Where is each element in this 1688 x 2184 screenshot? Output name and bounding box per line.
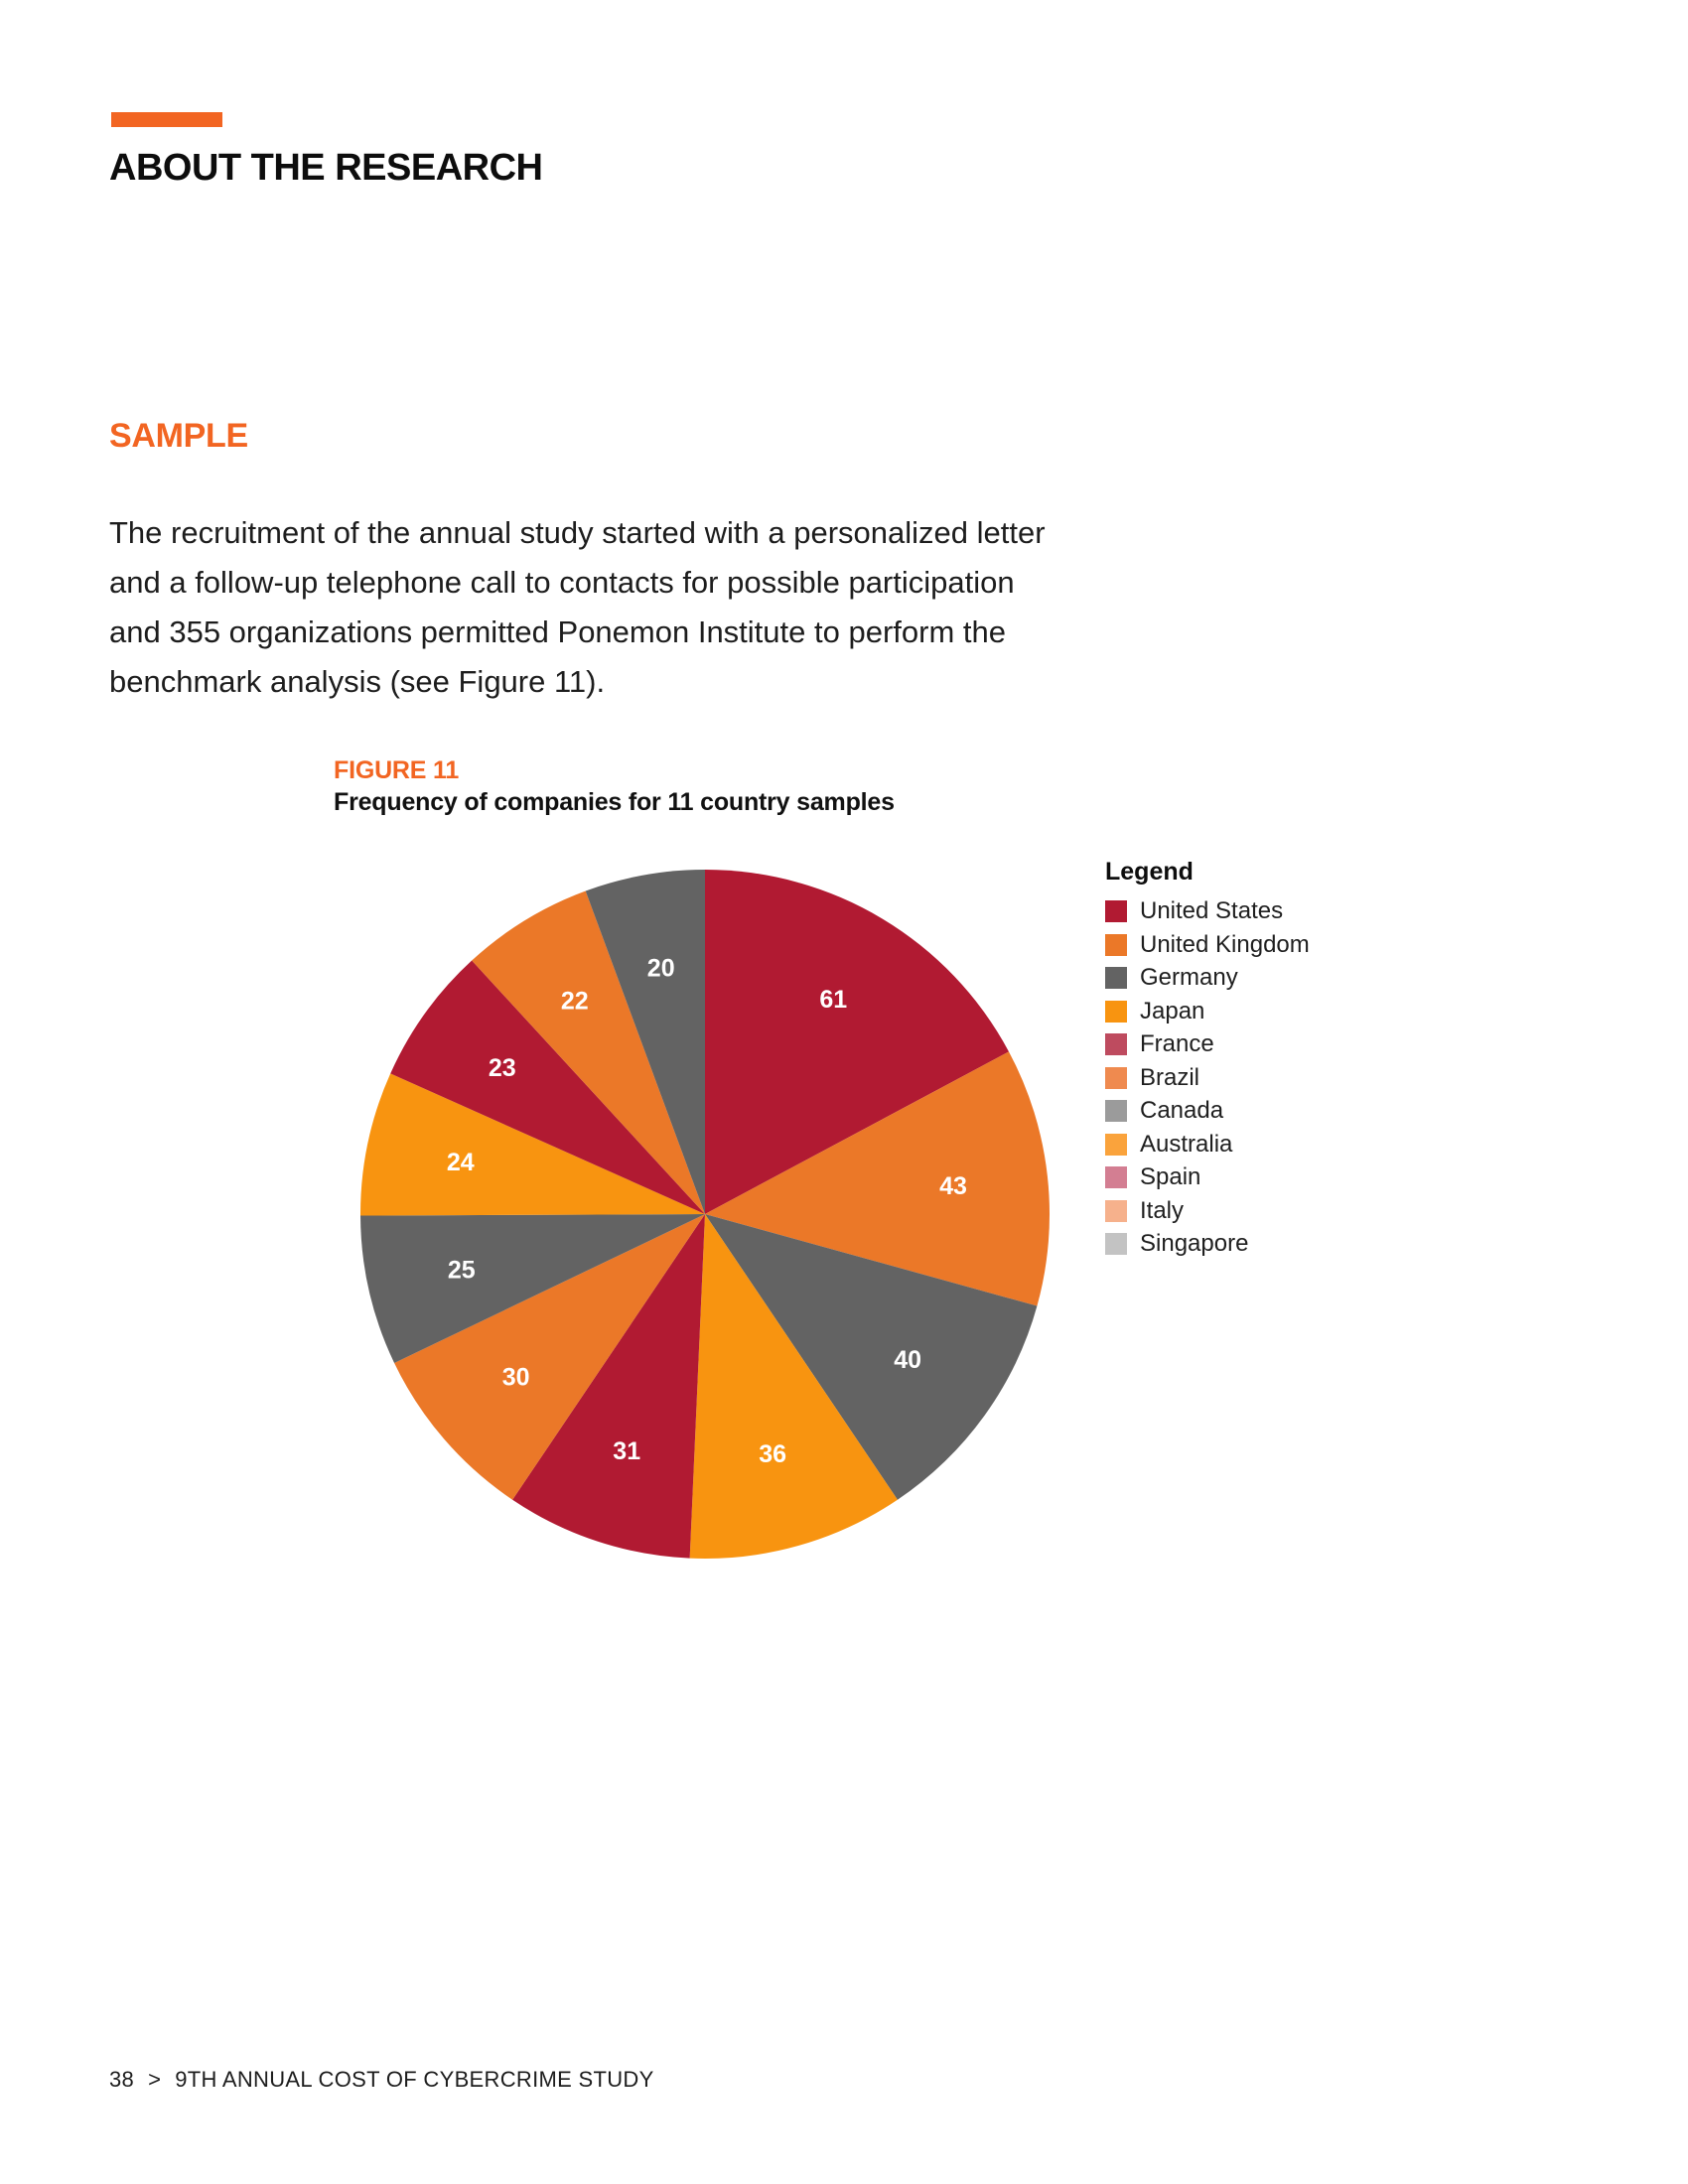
legend-item [1105,1130,1433,1158]
footer-title: 9TH ANNUAL COST OF CYBERCRIME STUDY [175,2067,654,2092]
legend-item [1105,1230,1433,1257]
pie-value-label: 36 [759,1440,787,1469]
figure-title: Frequency of companies for 11 country samples [334,788,895,816]
legend-swatch [1105,934,1127,956]
legend-label: United Kingdom [1140,930,1310,958]
pie-value-label: 20 [646,954,675,983]
legend-item [1105,1163,1433,1190]
legend-swatch [1105,1166,1127,1188]
page-number: 38 [109,2067,135,2092]
legend-swatch [1105,1134,1127,1156]
pie-value-label: 30 [501,1363,530,1392]
legend-item [1105,997,1433,1024]
legend-item [1105,897,1433,924]
figure-label: FIGURE 11 [334,756,460,784]
legend-label: Spain [1140,1163,1201,1190]
legend-label: France [1140,1030,1214,1057]
pie-value-label: 43 [939,1172,967,1201]
legend-list [1105,897,1433,1257]
pie-value-label: 31 [613,1436,641,1465]
legend-label: Italy [1140,1196,1185,1224]
legend-swatch [1105,1200,1127,1222]
legend-title: Legend [1105,858,1194,886]
legend-label: Germany [1140,964,1238,991]
legend-swatch [1105,900,1127,922]
footer [109,2067,668,2093]
legend-item [1105,1063,1433,1091]
pie-chart [357,867,1053,1562]
legend-label: Singapore [1140,1230,1249,1257]
legend-swatch [1105,1001,1127,1023]
pie-value-label: 22 [560,987,589,1016]
intro-paragraph [109,508,1301,707]
pie-value-label: 40 [894,1346,922,1374]
figure-header [334,758,1128,815]
legend-swatch [1105,1100,1127,1122]
footer-separator: > [148,2067,162,2092]
pie-chart-svg [357,867,1053,1562]
legend-item [1105,930,1433,958]
pie-value-label: 23 [488,1054,516,1082]
legend-label: Brazil [1140,1063,1200,1091]
intro-line-1: The recruitment of the annual study started with a personalized letter [109,515,1046,550]
pie-value-label: 61 [819,986,848,1015]
legend-item [1105,1030,1433,1057]
legend-swatch [1105,1033,1127,1055]
accent-bar [111,112,222,127]
legend-label: Australia [1140,1130,1233,1158]
legend-label: United States [1140,897,1284,924]
legend-swatch [1105,967,1127,989]
legend-label: Japan [1140,997,1205,1024]
pie-value-label: 24 [446,1149,475,1177]
intro-line-2: and a follow-up telephone call to contacts for possible participation [109,565,1015,600]
intro-line-3: and 355 organizations permitted Ponemon Institute to perform the [109,614,1006,649]
sample-heading: SAMPLE [109,417,248,455]
legend-swatch [1105,1067,1127,1089]
legend-swatch [1105,1233,1127,1255]
legend-item [1105,1097,1433,1124]
pie-value-label: 25 [447,1256,476,1285]
legend-label: Canada [1140,1097,1224,1124]
legend [1105,860,1433,1267]
legend-item [1105,1196,1433,1224]
intro-line-4: benchmark analysis (see Figure 11). [109,664,606,699]
legend-item [1105,964,1433,991]
section-title: ABOUT THE RESEARCH [109,147,543,189]
